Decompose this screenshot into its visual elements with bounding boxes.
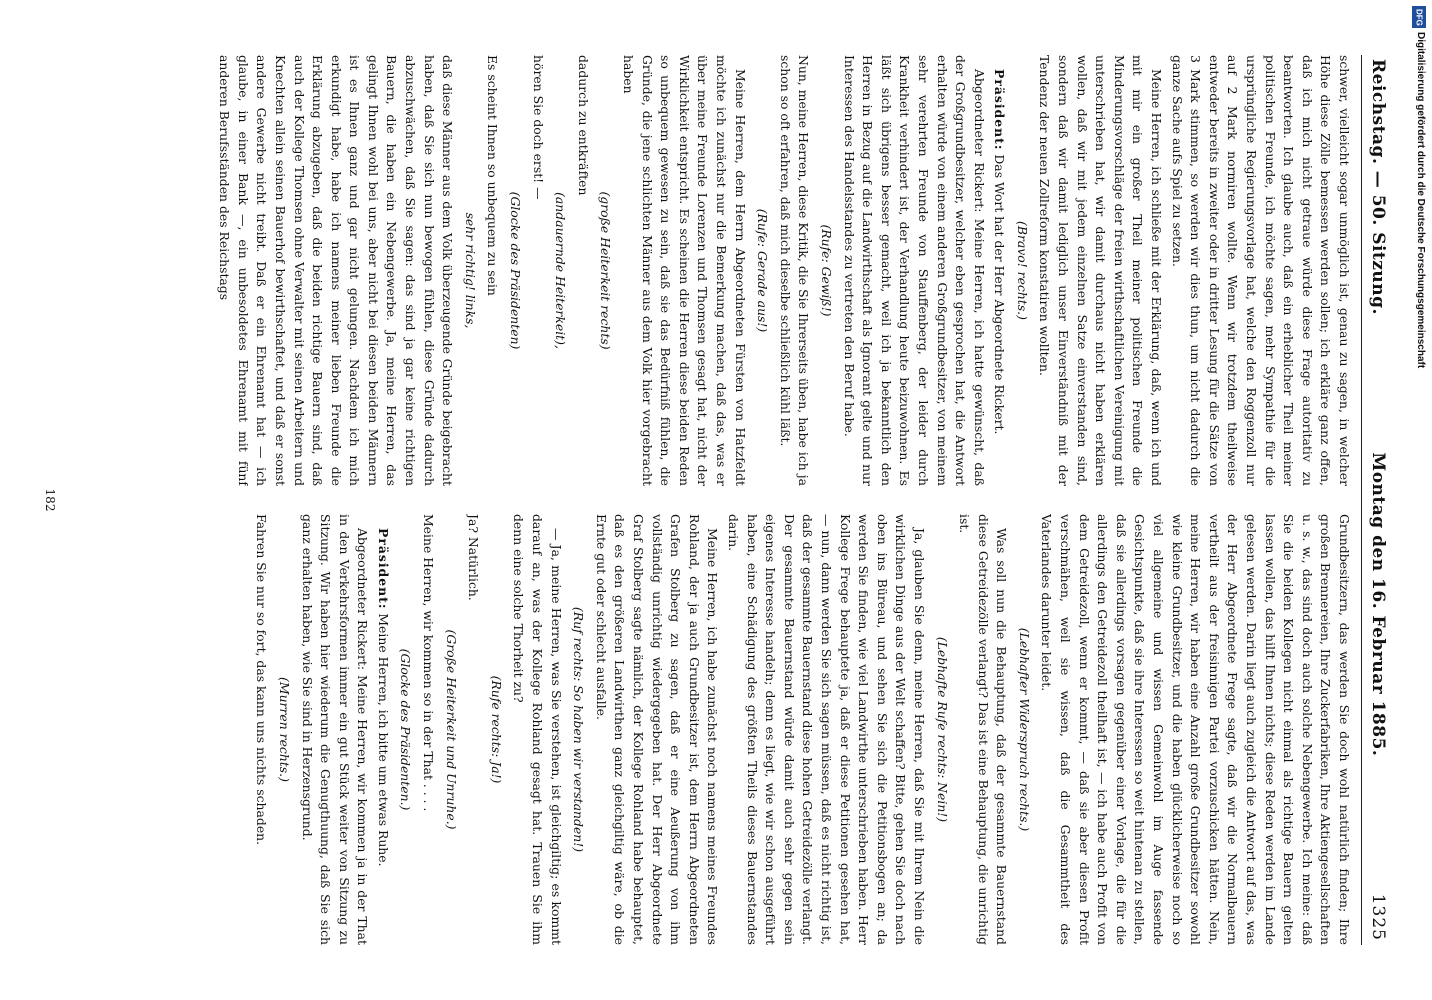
paragraph: Abgeordneter Rickert: Meine Herren, ich hatte gewünscht, daß der Großgrundbesitzer, welcher eben gesprochen hat, die Antwort erhalten würde von einem anderen Großgrundbesitzer, von meinem sehr verehrten Freunde von Stauffenberg, der leider durch Krankheit verhindert ist, der Verhandlung heute beizuwohnen. Es läßt sich übrigens besser gemacht, weil ich ja bekanntlich den Herren in Bezug auf die Landwirthschaft als Ignorant gelte und nur Interessen des Handelsstandes zu vertreten den Beruf habe. bbox=[841, 55, 987, 486]
paragraph: Grundbesitzern, das werden Sie doch wohl natürlich finden; Ihre großen Brennereien, Ihre Zuckerfabriken, Ihre Aktiengesellschaften u. s. w., das sind doch auch solche Nebengewerbe. Ich meine: daß Sie die beiden Kollegen nicht einmal als richtige Bauern gelten lassen wollen, das hilft Ihnen nichts; diese Reden werden im Lande gelesen werden. Darin liegt auch zugleich die Antwort auf das, was der Herr Abgeordnete Frege sagte, daß wir die Normalbauern vertheilt aus der freisinnigen Partei vorzuschicken hätten. Nein, meine Herren, wir haben eine Anzahl große Grundbesitzer sowohl wie kleine Grundbesitzer, und die haben glücklicherweise noch so viel allgemeine und wissen Gemeinwohl im Auge fassende Gesichtspunkte, daß sie ihre Interessen so weit hintenan zu stellen, daß sie allerdings vorsagen gegenüber einer Vorlage, die für die allerdings den Getreidezoll theilhaft ist, — ich habe auch Profit von dem Getreidezoll, wenn er kommt, — daß sie aber diesen Profit verschmähen, weil sie wissen, daß die Gesammtheit des Vaterlandes darunter leidet. bbox=[1039, 514, 1352, 945]
paragraph: Ja? Natürlich. bbox=[466, 514, 482, 601]
signature-mark: 182 bbox=[43, 488, 57, 512]
paragraph: Nun, meine Herren, diese Kritik, die Sie Ihrerseits üben, habe ich ja schon so oft erfahren, daß mich dieselbe schließlich kühl läßt. bbox=[777, 55, 812, 486]
paragraph: — Ja, meine Herren, was Sie verstehen, ist gleichgiltig; es kommt darauf an, was der Kollege Rohland gesagt hat. Trauen Sie ihm denn eine solche Thorheit zu? bbox=[511, 514, 564, 945]
stage-direction: (große Heiterkeit rechts) bbox=[598, 191, 614, 350]
stage-direction: (Glocke des Präsidenten.) bbox=[398, 648, 414, 811]
paragraph: Was soll nun die Behauptung, daß der gesammte Bauernstand diese Getreidezölle verlangt? Das ist eine Behauptung, die unrichtig ist. bbox=[957, 514, 1010, 945]
stage-direction: (Rufe: Gerade aus!) bbox=[755, 208, 771, 333]
paragraph: schwer, vielleicht sogar unmöglich ist, genau zu sagen, in welcher Höhe diese Zölle bemessen werden sollen; ich erkläre ganz offen, daß ich mich nicht getraue würde diese Frage autoritativ zu beantworten. Ich glaube auch, daß ein erheblicher Theil meiner politischen Freunde, ich möchte sagen, mehr Sympathie für die ursprüngliche Regierungsvorlage hat, welche den Roggenzoll nur auf 2 Mark normiren wollte. Wenn wir trotzdem theilweise entweder bereits in zweiter oder in dritter Lesung für die Sätze von 3 Mark stimmen, so werden wir dies thun, um nicht dadurch die ganze Sache aufs Spiel zu setzen. bbox=[1169, 55, 1352, 486]
page-header bbox=[1361, 55, 1388, 945]
stage-direction: sehr richtig! links, bbox=[462, 212, 478, 329]
paragraph: Abgeordneter Rickert: Meine Herren, wir kommen ja in der That in den Verkehrsformen immer ein gut Stück weiter von Sitzung zu Sitzung. Wir haben hier wiederum die Genugthuung, daß Sie sich ganz erhalten haben, wie Sie sind in Herzensgrund. bbox=[299, 514, 371, 945]
header-center: Montag den 16. Februar 1885. bbox=[1368, 452, 1388, 757]
speaker-paragraph bbox=[990, 55, 1009, 486]
stage-direction: (Lebhafte Rufe rechts: Nein!) bbox=[934, 636, 950, 823]
document-page bbox=[26, 25, 1406, 975]
stage-direction: (Rufe: Gewiß!) bbox=[818, 224, 834, 317]
paragraph: Meine Herren, ich habe zunächst noch namens meines Freundes Rohland, der ja auch Grundbesitzer ist, dem Herrn Abgeordneten Grafen Stolberg zu sagen, daß er eine Aeußerung von ihm vollständig unrichtig wiedergegeben hat. Der Herr Abgeordnete Graf Stolberg sagte nämlich, der Kollege Rohland habe behauptet, daß es den größeren Landwirthen ganz gleichgiltig wäre, ob die Ernte gut oder schlecht ausfalle. bbox=[593, 514, 721, 945]
speaker-text: Meine Herren, ich bitte um etwas Ruhe. bbox=[375, 613, 391, 867]
stage-direction: (Murren rechts.) bbox=[276, 677, 292, 782]
stage-direction: (Lebhafter Widerspruch rechts.) bbox=[1016, 627, 1032, 832]
stage-direction: (Glocke des Präsidenten) bbox=[508, 191, 524, 350]
stage-direction: (Bravo! rechts.) bbox=[1014, 221, 1030, 320]
page-number: 1325 bbox=[1368, 893, 1388, 941]
paragraph: Meine Herren, ich schließe mit der Erklärung, daß, wenn ich und mit mir ein großer Theil meiner politischen Freunde die Minderungsvorschläge der freien wirthschaftlichen Vereinigung mit unterschrieben hat, wir damit durchaus nicht haben erklären wollen, daß wir mit jedem einzelnen Satze einverstanden sind, sondern daß wir damit lediglich unser Einverständniß mit der Tendenz der neuen Zollreform konstatiren wollten. bbox=[1037, 55, 1165, 486]
paragraph: dadurch zu entkräften bbox=[575, 55, 591, 196]
text-columns bbox=[63, 55, 1353, 945]
header-left: Reichstag. — 50. Sitzung. bbox=[1368, 59, 1388, 315]
left-column bbox=[63, 55, 1353, 486]
paragraph: Fahren Sie nur so fort, das kann uns nichts schaden. bbox=[254, 514, 270, 846]
dfg-logo: DFG bbox=[1412, 6, 1426, 28]
speaker-paragraph bbox=[373, 514, 392, 945]
paragraph: Meine Herren, dem Herrn Abgeordneten Fürsten von Hatzfeldt möchte ich zunächst nur die Bemerkung machen, daß das, was er über meine Freunde Lorenzen und Thomsen gesagt hat, nicht der Wirklichkeit entspricht. Es scheinen die Herren diese beiden Reden so unbequem gewesen zu sein, daß sie das Bedürfniß fühlen, die Gründe, die jene schlichten Männer aus dem Volk hier vorgebracht haben bbox=[621, 55, 748, 486]
stage-direction: (Rufe rechts: Ja!) bbox=[488, 675, 504, 784]
stage-direction: (andauernde Heiterkeit), bbox=[553, 192, 569, 349]
stage-direction: (Große Heiterkeit und Unruhe.) bbox=[443, 629, 459, 830]
paragraph: Es scheint Ihnen so unbequem zu sein bbox=[485, 55, 501, 296]
speaker-label: Präsident: bbox=[375, 528, 391, 610]
paragraph: hören Sie doch erst! — bbox=[530, 55, 546, 200]
dfg-credit: Digitalisierung gefördert durch die Deutsche Forschungsgemeinschaft bbox=[1415, 32, 1426, 369]
paragraph: Meine Herren, wir kommen so in der That . . . . bbox=[421, 514, 437, 812]
speaker-text: Das Wort hat der Herr Abgeordnete Rickert. bbox=[992, 154, 1008, 435]
paragraph: Ja, glauben Sie denn, meine Herren, daß Sie mit Ihrem Nein die wirklichen Dinge aus der Welt schaffen? Bitte, gehen Sie doch nach oben ins Büreau, und sehen Sie sich die Petitionsbogen an; da werden Sie finden, wie viel Landwirthe unterschrieben haben. Herr Kollege Frege behauptete ja, daß er diese Petitionen gesehen hat, — nun, dann werden Sie sich sagen müssen, daß es nicht richtig ist, daß der gesammte Bauernstand diese hohen Getreidezölle verlangt. Der gesammte Bauernstand würde damit auch sehr gegen sein eigenes Interesse handeln; denn es liegt, wie wir schon ausgeführt haben, eine Schädigung des größten Theils dieses Bauernstandes darin. bbox=[726, 514, 927, 945]
paragraph: daß diese Männer aus dem Volk überzeugende Gründe beigebracht haben, daß Sie sich nun bewogen fühlen, diese Gründe dadurch abzuschwächen, daß Sie sagen: das sind ja gar keine richtigen Bauern, die haben ein Nebengewerbe. Ja, meine Herren, das gelingt Ihnen wohl bei uns, aber nicht bei diesen beiden Männern ist es Ihnen ganz und gar nicht gelungen. Nachdem ich mich erkundigt habe, habe ich namens meiner lieben Freunde die Erklärung abzugeben, daß die beiden richtige Bauern sind, daß auch der Kollege Thomsen ohne Verwalter mit seinen Arbeitern und Knechten allein seinen Bauerhof bewirthschaftet, und daß er sonst andere Gewerbe nicht treibt. Daß er ein Ehrenamt hat — ich glaube, in einer Bank —, ein unbesoldetes Ehrenamt mit fünf anderen Berufsständen des Reichstags bbox=[217, 55, 456, 486]
stage-direction: (Ruf rechts: So haben wir verstanden!) bbox=[571, 606, 587, 853]
right-column bbox=[63, 514, 1353, 945]
speaker-label: Präsident: bbox=[992, 69, 1008, 151]
